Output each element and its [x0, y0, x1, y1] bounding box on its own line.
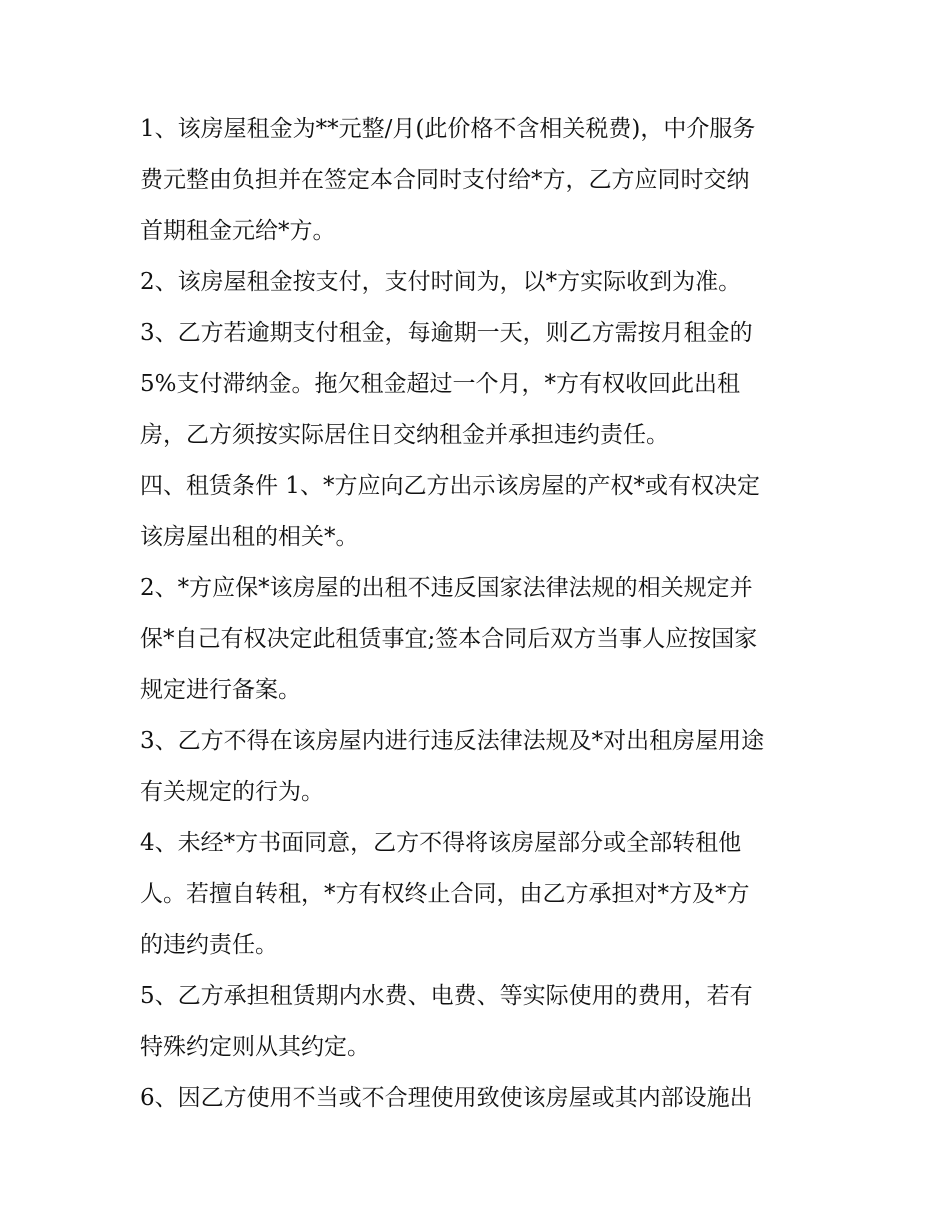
paragraph-utility-costs	[140, 971, 815, 1073]
document-body	[140, 104, 815, 1124]
paragraph-rent-amount	[140, 104, 815, 257]
text-line: 有关规定的行为。	[140, 779, 324, 805]
text-line: 四、租赁条件 1、*方应向乙方出示该房屋的产权*或有权决定	[140, 473, 760, 499]
text-line: 该房屋出租的相关*。	[140, 524, 359, 550]
text-line: 6、因乙方使用不当或不合理使用致使该房屋或其内部设施出	[140, 1085, 753, 1111]
text-line: 房，乙方须按实际居住日交纳租金并承担违约责任。	[140, 422, 669, 448]
text-line: 3、乙方不得在该房屋内进行违反法律法规及*对出租房屋用途	[140, 728, 765, 754]
text-line: 5%支付滞纳金。拖欠租金超过一个月，*方有权收回此出租	[140, 371, 740, 397]
paragraph-damage-liability	[140, 1073, 815, 1124]
text-line: 4、未经*方书面同意，乙方不得将该房屋部分或全部转租他	[140, 830, 742, 856]
text-line: 1、该房屋租金为**元整/月(此价格不含相关税费)，中介服务	[140, 116, 756, 142]
paragraph-subletting	[140, 818, 815, 971]
text-line: 特殊约定则从其约定。	[140, 1034, 370, 1060]
paragraph-lease-conditions	[140, 461, 815, 563]
text-line: 的违约责任。	[140, 932, 278, 958]
paragraph-payment-method	[140, 257, 815, 308]
text-line: 3、乙方若逾期支付租金，每逾期一天，则乙方需按月租金的	[140, 320, 753, 346]
text-line: 规定进行备案。	[140, 677, 301, 703]
paragraph-usage-restrictions	[140, 716, 815, 818]
paragraph-late-payment	[140, 308, 815, 461]
text-line: 保*自己有权决定此租赁事宜;签本合同后双方当事人应按国家	[140, 626, 758, 652]
text-line: 人。若擅自转租，*方有权终止合同，由乙方承担对*方及*方	[140, 881, 750, 907]
text-line: 首期租金元给*方。	[140, 218, 336, 244]
text-line: 2、该房屋租金按支付，支付时间为，以*方实际收到为准。	[140, 269, 742, 295]
text-line: 费元整由负担并在签定本合同时支付给*方，乙方应同时交纳	[140, 167, 750, 193]
text-line: 5、乙方承担租赁期内水费、电费、等实际使用的费用，若有	[140, 983, 753, 1009]
paragraph-legal-compliance	[140, 563, 815, 716]
text-line: 2、*方应保*该房屋的出租不违反国家法律法规的相关规定并	[140, 575, 753, 601]
